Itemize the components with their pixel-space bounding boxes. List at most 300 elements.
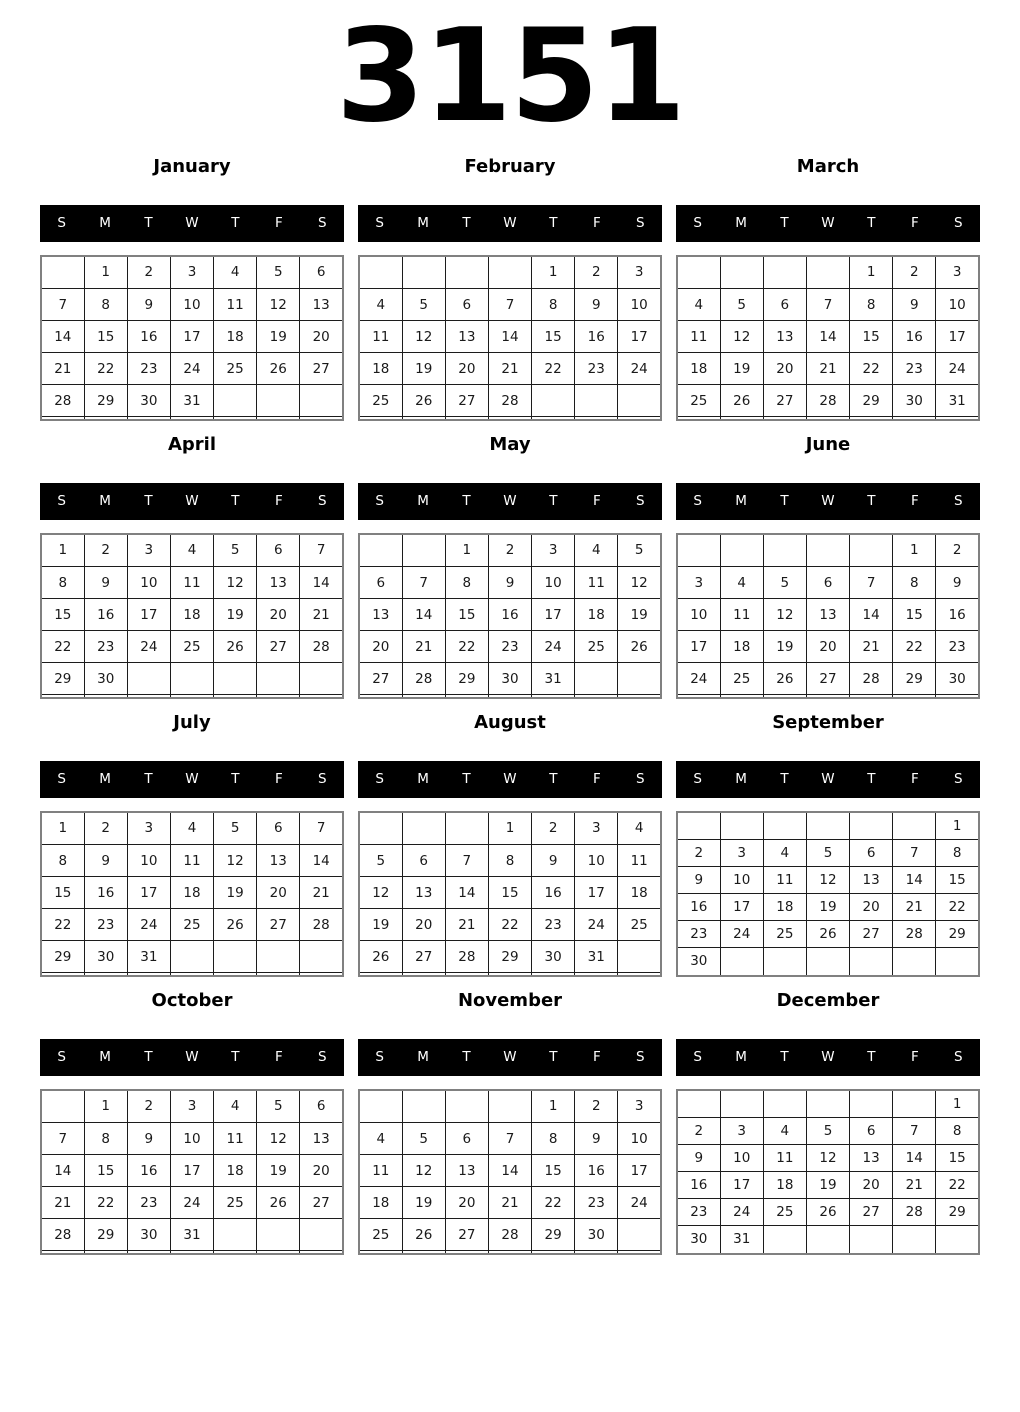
empty-day-cell (214, 663, 257, 695)
empty-day-cell (214, 973, 257, 976)
weekday-label: W (821, 1049, 835, 1066)
day-cell: 27 (445, 385, 488, 417)
day-cell: 24 (677, 663, 720, 695)
empty-day-cell (763, 695, 806, 698)
weekday-header-bar (40, 483, 344, 520)
day-cell: 29 (41, 941, 84, 973)
empty-day-cell (677, 417, 720, 420)
day-cell: 22 (936, 894, 979, 921)
day-cell: 4 (359, 1123, 402, 1155)
weekday-label: T (144, 493, 153, 510)
month-block (358, 713, 662, 977)
empty-day-cell (532, 385, 575, 417)
day-cell: 18 (170, 599, 213, 631)
day-cell: 19 (257, 321, 300, 353)
empty-day-cell (300, 941, 343, 973)
week-row (359, 1187, 661, 1219)
day-cell: 1 (41, 534, 84, 567)
week-row (359, 877, 661, 909)
week-row (359, 941, 661, 973)
day-cell: 6 (257, 534, 300, 567)
week-row (41, 845, 343, 877)
day-cell: 6 (850, 839, 893, 866)
week-row (359, 1090, 661, 1123)
day-cell: 29 (84, 385, 127, 417)
week-row (677, 289, 979, 321)
weekday-label: F (592, 493, 601, 510)
day-cell: 19 (806, 894, 849, 921)
empty-day-cell (806, 812, 849, 840)
weekday-label: M (735, 771, 747, 788)
week-row (359, 385, 661, 417)
empty-day-cell (445, 1090, 488, 1123)
day-cell: 16 (936, 599, 979, 631)
week-row (677, 695, 979, 698)
day-cell: 11 (575, 567, 618, 599)
weekday-label: T (462, 1049, 471, 1066)
day-cell: 6 (402, 845, 445, 877)
day-cell: 12 (806, 1144, 849, 1171)
day-cell: 22 (84, 353, 127, 385)
day-cell: 30 (575, 1219, 618, 1251)
day-cell: 22 (84, 1187, 127, 1219)
day-cell: 13 (850, 1144, 893, 1171)
day-cell: 22 (532, 353, 575, 385)
day-cell: 6 (806, 567, 849, 599)
day-cell: 12 (763, 599, 806, 631)
day-cell: 20 (359, 631, 402, 663)
empty-day-cell (445, 973, 488, 976)
day-cell: 24 (618, 1187, 661, 1219)
month-block (40, 713, 344, 977)
day-cell: 24 (127, 631, 170, 663)
week-row (41, 909, 343, 941)
day-cell: 28 (850, 663, 893, 695)
empty-day-cell (41, 1090, 84, 1123)
day-cell: 14 (488, 1155, 531, 1187)
day-cell: 13 (359, 599, 402, 631)
day-cell: 3 (170, 1090, 213, 1123)
empty-day-cell (84, 695, 127, 698)
day-cell: 5 (257, 1090, 300, 1123)
day-cell: 2 (127, 1090, 170, 1123)
day-cell: 25 (359, 385, 402, 417)
day-cell: 16 (127, 1155, 170, 1187)
weekday-label: F (274, 215, 283, 232)
week-row (359, 695, 661, 698)
day-cell: 25 (170, 631, 213, 663)
day-cell: 17 (936, 321, 979, 353)
day-cell: 20 (806, 631, 849, 663)
day-cell: 16 (575, 321, 618, 353)
empty-day-cell (170, 663, 213, 695)
week-row (677, 663, 979, 695)
day-cell: 28 (893, 1199, 936, 1226)
day-cell: 9 (84, 567, 127, 599)
day-cell: 23 (575, 1187, 618, 1219)
empty-day-cell (257, 695, 300, 698)
weekday-label: T (549, 771, 558, 788)
day-cell: 3 (127, 812, 170, 845)
day-cell: 4 (763, 839, 806, 866)
day-cell: 2 (936, 534, 979, 567)
day-cell: 30 (893, 385, 936, 417)
day-cell: 21 (806, 353, 849, 385)
empty-day-cell (170, 417, 213, 420)
empty-day-cell (402, 417, 445, 420)
week-row (359, 417, 661, 420)
day-cell: 23 (488, 631, 531, 663)
day-cell: 27 (763, 385, 806, 417)
day-cell: 18 (575, 599, 618, 631)
weekday-label: S (953, 771, 963, 788)
empty-day-cell (850, 1226, 893, 1254)
day-cell: 24 (127, 909, 170, 941)
day-cell: 9 (488, 567, 531, 599)
day-cell: 18 (677, 353, 720, 385)
day-cell: 27 (257, 631, 300, 663)
day-cell: 24 (532, 631, 575, 663)
day-cell: 10 (127, 567, 170, 599)
day-cell: 6 (445, 1123, 488, 1155)
week-row (359, 1123, 661, 1155)
empty-day-cell (359, 973, 402, 976)
day-cell: 21 (41, 353, 84, 385)
empty-day-cell (257, 1251, 300, 1254)
empty-day-cell (445, 417, 488, 420)
weekday-label: F (274, 493, 283, 510)
day-cell: 13 (763, 321, 806, 353)
day-cell: 10 (532, 567, 575, 599)
empty-day-cell (402, 256, 445, 289)
empty-day-cell (257, 941, 300, 973)
month-block (358, 435, 662, 699)
day-cell: 13 (300, 1123, 343, 1155)
day-cell: 24 (720, 921, 763, 948)
month-block (676, 713, 980, 977)
day-cell: 2 (84, 812, 127, 845)
day-cell: 2 (575, 256, 618, 289)
day-cell: 9 (677, 1144, 720, 1171)
empty-day-cell (359, 534, 402, 567)
day-cell: 6 (359, 567, 402, 599)
empty-day-cell (257, 1219, 300, 1251)
day-cell: 1 (445, 534, 488, 567)
week-row (677, 256, 979, 289)
day-cell: 10 (720, 1144, 763, 1171)
day-cell: 16 (677, 1172, 720, 1199)
day-cell: 16 (677, 894, 720, 921)
day-cell: 12 (806, 866, 849, 893)
week-row (359, 256, 661, 289)
empty-day-cell (763, 1090, 806, 1118)
week-row (41, 567, 343, 599)
empty-day-cell (359, 417, 402, 420)
month-title: April (167, 433, 217, 455)
day-cell: 14 (41, 321, 84, 353)
weekday-label: W (821, 215, 835, 232)
day-cell: 15 (532, 321, 575, 353)
day-cell: 7 (402, 567, 445, 599)
day-cell: 23 (677, 1199, 720, 1226)
weekday-label: S (57, 1049, 66, 1066)
weekday-label: F (592, 1049, 601, 1066)
week-row (41, 941, 343, 973)
empty-day-cell (806, 948, 849, 976)
empty-day-cell (300, 973, 343, 976)
empty-day-cell (214, 385, 257, 417)
day-cell: 30 (677, 1226, 720, 1254)
day-cell: 5 (806, 1117, 849, 1144)
day-cell: 18 (214, 321, 257, 353)
day-cell: 23 (84, 909, 127, 941)
day-cell: 29 (893, 663, 936, 695)
day-cell: 7 (41, 1123, 84, 1155)
empty-day-cell (170, 941, 213, 973)
day-cell: 30 (936, 663, 979, 695)
day-cell: 25 (720, 663, 763, 695)
week-row (41, 695, 343, 698)
weekday-label: S (57, 215, 66, 232)
day-cell: 28 (300, 631, 343, 663)
weekday-label: S (693, 771, 702, 788)
day-cell: 15 (850, 321, 893, 353)
day-cell: 14 (445, 877, 488, 909)
day-cell: 26 (720, 385, 763, 417)
week-row (677, 417, 979, 420)
week-row (677, 1090, 979, 1118)
day-cell: 16 (532, 877, 575, 909)
day-cell: 25 (763, 921, 806, 948)
week-row (677, 812, 979, 840)
day-cell: 9 (936, 567, 979, 599)
day-cell: 9 (127, 1123, 170, 1155)
empty-day-cell (300, 663, 343, 695)
weekday-label: F (910, 771, 919, 788)
empty-day-cell (257, 417, 300, 420)
week-row (359, 845, 661, 877)
day-cell: 15 (936, 1144, 979, 1171)
day-cell: 1 (893, 534, 936, 567)
week-row (41, 599, 343, 631)
day-cell: 16 (488, 599, 531, 631)
day-cell: 31 (532, 663, 575, 695)
day-cell: 29 (488, 941, 531, 973)
day-cell: 26 (402, 1219, 445, 1251)
day-cell: 2 (677, 839, 720, 866)
empty-day-cell (445, 812, 488, 845)
empty-day-cell (488, 695, 531, 698)
day-cell: 10 (936, 289, 979, 321)
day-cell: 19 (257, 1155, 300, 1187)
weekday-label: T (144, 771, 153, 788)
empty-day-cell (402, 1090, 445, 1123)
day-cell: 29 (445, 663, 488, 695)
day-cell: 2 (84, 534, 127, 567)
day-cell: 3 (720, 839, 763, 866)
day-cell: 26 (359, 941, 402, 973)
month-days-table (40, 811, 344, 977)
day-cell: 4 (359, 289, 402, 321)
month-block (358, 991, 662, 1255)
empty-day-cell (618, 941, 661, 973)
day-cell: 6 (850, 1117, 893, 1144)
day-cell: 12 (257, 1123, 300, 1155)
weekday-label: T (231, 215, 240, 232)
day-cell: 11 (618, 845, 661, 877)
month-days-table (676, 533, 980, 699)
day-cell: 4 (214, 1090, 257, 1123)
week-row (41, 256, 343, 289)
month-title: March (796, 155, 860, 177)
day-cell: 8 (41, 845, 84, 877)
month-title: November (457, 989, 563, 1011)
day-cell: 10 (170, 289, 213, 321)
day-cell: 27 (359, 663, 402, 695)
day-cell: 1 (936, 812, 979, 840)
day-cell: 27 (402, 941, 445, 973)
day-cell: 4 (170, 812, 213, 845)
day-cell: 22 (41, 909, 84, 941)
day-cell: 20 (763, 353, 806, 385)
day-cell: 21 (402, 631, 445, 663)
empty-day-cell (41, 256, 84, 289)
day-cell: 17 (170, 321, 213, 353)
day-cell: 7 (893, 1117, 936, 1144)
day-cell: 4 (214, 256, 257, 289)
day-cell: 10 (720, 866, 763, 893)
weekday-label: T (462, 493, 471, 510)
day-cell: 16 (893, 321, 936, 353)
week-row (41, 1155, 343, 1187)
empty-day-cell (575, 973, 618, 976)
weekday-label: S (693, 1049, 702, 1066)
day-cell: 26 (402, 385, 445, 417)
day-cell: 27 (257, 909, 300, 941)
day-cell: 11 (763, 866, 806, 893)
day-cell: 20 (850, 1172, 893, 1199)
empty-day-cell (257, 385, 300, 417)
weekday-label: T (780, 493, 789, 510)
day-cell: 19 (763, 631, 806, 663)
weekday-label: W (185, 215, 199, 232)
day-cell: 12 (618, 567, 661, 599)
day-cell: 26 (257, 353, 300, 385)
day-cell: 22 (532, 1187, 575, 1219)
day-cell: 7 (893, 839, 936, 866)
weekday-label: S (635, 493, 645, 510)
day-cell: 12 (214, 567, 257, 599)
empty-day-cell (359, 256, 402, 289)
day-cell: 25 (214, 353, 257, 385)
day-cell: 6 (445, 289, 488, 321)
day-cell: 31 (170, 1219, 213, 1251)
day-cell: 9 (893, 289, 936, 321)
day-cell: 3 (532, 534, 575, 567)
day-cell: 6 (300, 1090, 343, 1123)
empty-day-cell (893, 695, 936, 698)
day-cell: 29 (850, 385, 893, 417)
day-cell: 27 (300, 1187, 343, 1219)
day-cell: 20 (257, 877, 300, 909)
empty-day-cell (41, 417, 84, 420)
day-cell: 30 (84, 941, 127, 973)
weekday-label: T (231, 493, 240, 510)
empty-day-cell (720, 534, 763, 567)
day-cell: 25 (170, 909, 213, 941)
empty-day-cell (214, 1251, 257, 1254)
empty-day-cell (575, 1251, 618, 1254)
empty-day-cell (402, 1251, 445, 1254)
day-cell: 15 (445, 599, 488, 631)
week-row (677, 1117, 979, 1144)
week-row (359, 663, 661, 695)
week-row (41, 1219, 343, 1251)
empty-day-cell (720, 417, 763, 420)
weekday-label: S (375, 771, 384, 788)
weekday-label: S (635, 1049, 645, 1066)
day-cell: 28 (41, 385, 84, 417)
empty-day-cell (763, 256, 806, 289)
day-cell: 17 (170, 1155, 213, 1187)
empty-day-cell (127, 1251, 170, 1254)
day-cell: 1 (936, 1090, 979, 1118)
day-cell: 18 (763, 894, 806, 921)
empty-day-cell (618, 663, 661, 695)
weekday-label: F (592, 215, 601, 232)
day-cell: 16 (84, 599, 127, 631)
weekday-label: M (99, 493, 111, 510)
day-cell: 11 (359, 321, 402, 353)
day-cell: 28 (300, 909, 343, 941)
week-row (41, 973, 343, 976)
month-days-table (676, 1089, 980, 1255)
empty-day-cell (300, 1219, 343, 1251)
day-cell: 26 (806, 1199, 849, 1226)
day-cell: 18 (618, 877, 661, 909)
weekday-header-bar (358, 205, 662, 242)
week-row (677, 631, 979, 663)
month-title: January (153, 155, 231, 177)
day-cell: 7 (300, 812, 343, 845)
weekday-label: M (417, 215, 429, 232)
empty-day-cell (850, 1090, 893, 1118)
day-cell: 31 (127, 941, 170, 973)
day-cell: 7 (488, 1123, 531, 1155)
day-cell: 17 (575, 877, 618, 909)
empty-day-cell (850, 417, 893, 420)
day-cell: 11 (214, 289, 257, 321)
day-cell: 27 (445, 1219, 488, 1251)
empty-day-cell (257, 663, 300, 695)
weekday-label: T (867, 493, 876, 510)
weekday-header-bar (40, 1039, 344, 1076)
weekday-header-bar (676, 483, 980, 520)
day-cell: 11 (170, 845, 213, 877)
day-cell: 17 (127, 877, 170, 909)
month-title: August (474, 711, 546, 733)
day-cell: 31 (575, 941, 618, 973)
weekday-label: T (780, 1049, 789, 1066)
day-cell: 13 (445, 321, 488, 353)
week-row (41, 1187, 343, 1219)
month-title: September (772, 711, 884, 733)
empty-day-cell (402, 812, 445, 845)
week-row (41, 877, 343, 909)
week-row (359, 1155, 661, 1187)
day-cell: 2 (488, 534, 531, 567)
day-cell: 7 (806, 289, 849, 321)
